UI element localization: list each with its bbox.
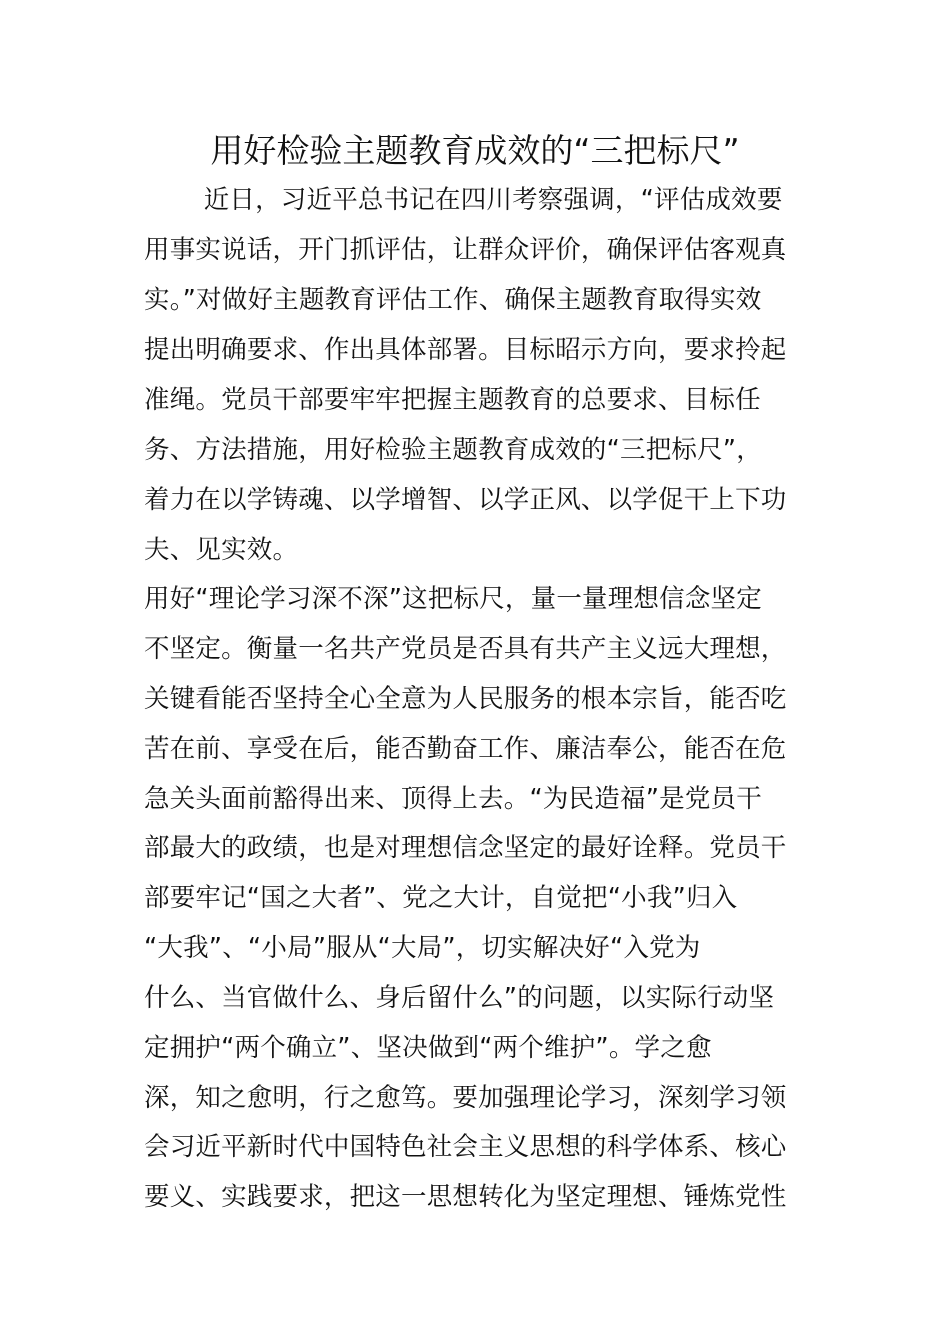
text-line: 关键看能否坚持全心全意为人民服务的根本宗旨，能否吃 <box>144 684 787 714</box>
text-line: 苦在前、享受在后，能否勤奋工作、廉洁奉公，能否在危 <box>144 734 787 764</box>
text-line: 会习近平新时代中国特色社会主义思想的科学体系、核心 <box>144 1132 787 1162</box>
text-line: 务、方法措施，用好检验主题教育成效的“三把标尺”， <box>144 435 762 465</box>
text-line: “大我”、“小局”服从“大局”，切实解决好“入党为 <box>144 933 701 963</box>
text-line: 部最大的政绩，也是对理想信念坚定的最好诠释。党员干 <box>144 833 787 863</box>
text-line: 定拥护“两个确立”、坚决做到“两个维护”。学之愈 <box>144 1033 712 1063</box>
text-line: 夫、见实效。 <box>144 535 299 565</box>
text-line: 提出明确要求、作出具体部署。目标昭示方向，要求拎起 <box>144 335 787 365</box>
text-line: 要义、实践要求，把这一思想转化为坚定理想、锤炼党性 <box>144 1182 787 1212</box>
text-line: 急关头面前豁得出来、顶得上去。“为民造福”是党员干 <box>144 784 762 814</box>
text-line: 部要牢记“国之大者”、党之大计，自觉把“小我”归入 <box>144 883 738 913</box>
text-line: 近日，习近平总书记在四川考察强调，“评估成效要 <box>144 185 783 215</box>
text-line: 深，知之愈明，行之愈笃。要加强理论学习，深刻学习领 <box>144 1083 787 1113</box>
text-line: 用事实说话，开门抓评估，让群众评价，确保评估客观真 <box>144 235 787 265</box>
text-line: 用好“理论学习深不深”这把标尺，量一量理想信念坚定 <box>144 584 762 614</box>
text-line: 实。”对做好主题教育评估工作、确保主题教育取得实效 <box>144 285 762 315</box>
text-line: 着力在以学铸魂、以学增智、以学正风、以学促干上下功 <box>144 485 787 515</box>
text-line: 不坚定。衡量一名共产党员是否具有共产主义远大理想， <box>144 634 787 664</box>
text-line: 什么、当官做什么、身后留什么”的问题，以实际行动坚 <box>144 983 775 1013</box>
text-line: 准绳。党员干部要牢牢把握主题教育的总要求、目标任 <box>144 385 761 415</box>
document-title: 用好检验主题教育成效的“三把标尺” <box>210 131 740 170</box>
